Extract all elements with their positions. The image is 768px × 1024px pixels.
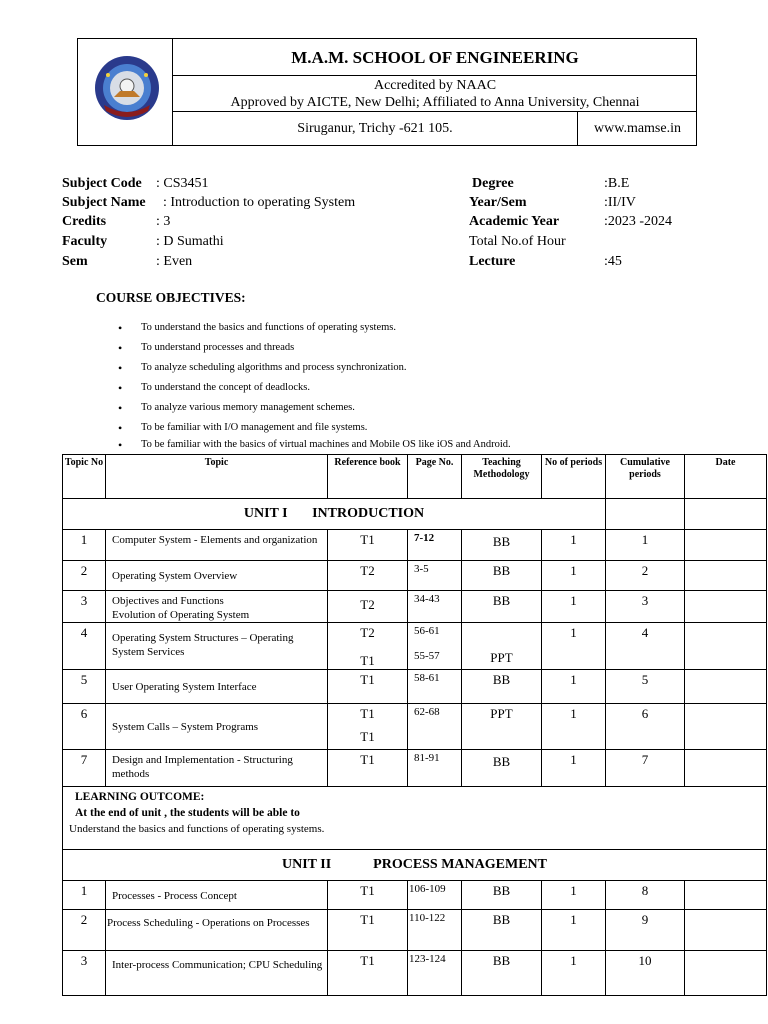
method: BB bbox=[462, 881, 542, 910]
reference: T2 bbox=[328, 591, 408, 623]
reference: T1 bbox=[328, 951, 408, 996]
academic-year: :2023 -2024 bbox=[604, 214, 673, 229]
col-method: Teaching Methodology bbox=[462, 455, 542, 499]
periods: 1 bbox=[542, 530, 606, 561]
cumulative: 3 bbox=[606, 591, 685, 623]
objective-item: • To understand the concept of deadlocks. bbox=[118, 378, 511, 398]
objectives-list bbox=[118, 318, 511, 452]
page: 58-61 bbox=[408, 670, 462, 704]
topic-no: 4 bbox=[63, 623, 106, 670]
date-cell bbox=[685, 910, 767, 951]
periods: 1 bbox=[542, 623, 606, 670]
college-name: M.A.M. SCHOOL OF ENGINEERING bbox=[173, 39, 697, 76]
page: 7-12 bbox=[408, 530, 462, 561]
page-2: 55-57 bbox=[414, 650, 440, 662]
objective-item: • To understand the basics and functions of operating systems. bbox=[118, 318, 511, 338]
topic: Objectives and Functions bbox=[112, 595, 224, 607]
reference: T1 bbox=[328, 910, 408, 951]
academic-year-label: Academic Year bbox=[469, 214, 560, 229]
topic-line-2: Evolution of Operating System bbox=[112, 609, 250, 621]
cumulative: 4 bbox=[606, 623, 685, 670]
year-sem: :II/IV bbox=[604, 195, 636, 210]
table-row bbox=[63, 750, 767, 787]
year-sem-label: Year/Sem bbox=[469, 195, 527, 210]
outcome-text: Understand the basics and functions of operating systems. bbox=[69, 823, 325, 835]
lecture-label: Lecture bbox=[469, 254, 516, 269]
subject-name: : Introduction to operating System bbox=[163, 195, 356, 210]
accreditation: Accredited by NAAC bbox=[373, 78, 497, 93]
outcome-title: LEARNING OUTCOME: bbox=[75, 791, 205, 803]
table-row bbox=[63, 530, 767, 561]
table-row bbox=[63, 910, 767, 951]
method: BB bbox=[462, 951, 542, 996]
sem: : Even bbox=[156, 254, 193, 269]
page: 106-109 bbox=[408, 881, 462, 910]
topic: Computer System - Elements and organization bbox=[106, 530, 328, 561]
cumulative: 6 bbox=[606, 704, 685, 750]
table-header-row bbox=[63, 455, 767, 499]
periods: 1 bbox=[542, 704, 606, 750]
college-address: Siruganur, Trichy -621 105. bbox=[173, 112, 578, 145]
reference: T1 bbox=[328, 670, 408, 704]
topic: User Operating System Interface bbox=[106, 670, 328, 704]
periods: 1 bbox=[542, 750, 606, 787]
reference: T1 bbox=[328, 750, 408, 787]
date-cell bbox=[685, 591, 767, 623]
learning-outcome bbox=[63, 787, 767, 850]
reference-2: T1 bbox=[360, 729, 375, 744]
objective-item: • To analyze scheduling algorithms and process synchronization. bbox=[118, 358, 511, 378]
col-page: Page No. bbox=[408, 455, 462, 499]
method: PPT bbox=[462, 704, 542, 750]
approval: Approved by AICTE, New Delhi; Affiliated to Anna University, Chennai bbox=[230, 95, 640, 110]
topic: Operating System Overview bbox=[106, 561, 328, 591]
subject-name-label: Subject Name bbox=[62, 195, 146, 210]
topic: Process Scheduling - Operations on Processes bbox=[106, 910, 328, 951]
objective-item: • To be familiar with the basics of virtual machines and Mobile OS like iOS and Android. bbox=[118, 438, 511, 452]
topic: Design and Implementation - Structuring methods bbox=[106, 750, 328, 787]
total-hours-label: Total No.of Hour bbox=[469, 234, 566, 249]
periods: 1 bbox=[542, 591, 606, 623]
cumulative: 2 bbox=[606, 561, 685, 591]
topic: Operating System Structures – Operating System Services bbox=[106, 623, 328, 670]
topic-no: 2 bbox=[63, 910, 106, 951]
topic-no: 5 bbox=[63, 670, 106, 704]
method: BB bbox=[462, 910, 542, 951]
periods: 1 bbox=[542, 561, 606, 591]
cumulative: 8 bbox=[606, 881, 685, 910]
cumulative: 7 bbox=[606, 750, 685, 787]
unit-2-row bbox=[63, 850, 767, 881]
date-cell bbox=[685, 881, 767, 910]
date-cell bbox=[685, 704, 767, 750]
page: 3-5 bbox=[408, 561, 462, 591]
topic-no: 6 bbox=[63, 704, 106, 750]
periods: 1 bbox=[542, 910, 606, 951]
table-row bbox=[63, 591, 767, 623]
date-cell bbox=[685, 623, 767, 670]
college-header bbox=[77, 38, 697, 146]
lesson-plan-table bbox=[62, 454, 767, 996]
page: 62-68 bbox=[408, 704, 462, 750]
table-row bbox=[63, 670, 767, 704]
degree-label: Degree bbox=[472, 176, 514, 191]
date-cell bbox=[685, 670, 767, 704]
topic-no: 2 bbox=[63, 561, 106, 591]
topic-no: 7 bbox=[63, 750, 106, 787]
col-reference: Reference book bbox=[328, 455, 408, 499]
date-cell bbox=[685, 750, 767, 787]
table-row bbox=[63, 951, 767, 996]
col-cumulative: Cumulative periods bbox=[606, 455, 685, 499]
cumulative: 9 bbox=[606, 910, 685, 951]
objective-item: • To be familiar with I/O management and file systems. bbox=[118, 418, 511, 438]
page-cell bbox=[408, 623, 462, 670]
topic-no: 1 bbox=[63, 881, 106, 910]
faculty: : D Sumathi bbox=[156, 234, 224, 249]
college-website: www.mamse.in bbox=[594, 121, 681, 136]
reference: T1 bbox=[360, 706, 375, 721]
objectives-heading: COURSE OBJECTIVES: bbox=[96, 290, 246, 305]
periods: 1 bbox=[542, 881, 606, 910]
method: BB bbox=[462, 750, 542, 787]
method: BB bbox=[462, 591, 542, 623]
unit-1-title: UNIT I INTRODUCTION bbox=[63, 499, 606, 530]
credits-label: Credits bbox=[62, 214, 107, 229]
reference-2: T1 bbox=[360, 653, 375, 668]
col-date: Date bbox=[685, 455, 767, 499]
page: 81-91 bbox=[408, 750, 462, 787]
subject-code-label: Subject Code bbox=[62, 176, 142, 191]
credits: : 3 bbox=[156, 214, 171, 229]
lecture-hours: :45 bbox=[604, 254, 622, 269]
topic-cell bbox=[106, 591, 328, 623]
unit-2-title: UNIT II PROCESS MANAGEMENT bbox=[63, 850, 767, 881]
col-topic-no: Topic No bbox=[63, 455, 106, 499]
accreditation-block bbox=[173, 76, 697, 112]
page: 110-122 bbox=[408, 910, 462, 951]
outcome-intro: At the end of unit , the students will be able to bbox=[75, 807, 300, 819]
reference-cell bbox=[328, 704, 408, 750]
logo-cell bbox=[78, 39, 173, 145]
topic: Processes - Process Concept bbox=[106, 881, 328, 910]
college-logo-icon bbox=[94, 55, 160, 121]
method: BB bbox=[462, 561, 542, 591]
table-row bbox=[63, 881, 767, 910]
cumulative: 10 bbox=[606, 951, 685, 996]
learning-outcome-row bbox=[63, 787, 767, 850]
topic-no: 1 bbox=[63, 530, 106, 561]
objective-item: • To understand processes and threads bbox=[118, 338, 511, 358]
topic: Inter-process Communication; CPU Scheduling bbox=[106, 951, 328, 996]
degree: :B.E bbox=[604, 176, 630, 191]
sem-label: Sem bbox=[62, 254, 88, 269]
date-cell bbox=[685, 951, 767, 996]
periods: 1 bbox=[542, 951, 606, 996]
subject-code: : CS3451 bbox=[156, 176, 209, 191]
cumulative: 5 bbox=[606, 670, 685, 704]
page: 34-43 bbox=[408, 591, 462, 623]
reference: T2 bbox=[360, 625, 375, 640]
date-cell bbox=[685, 530, 767, 561]
method: BB bbox=[462, 670, 542, 704]
table-row bbox=[63, 623, 767, 670]
reference: T1 bbox=[328, 881, 408, 910]
topic-no: 3 bbox=[63, 951, 106, 996]
reference: T1 bbox=[328, 530, 408, 561]
date-cell bbox=[685, 561, 767, 591]
periods: 1 bbox=[542, 670, 606, 704]
reference: T2 bbox=[328, 561, 408, 591]
col-topic: Topic bbox=[106, 455, 328, 499]
topic-no: 3 bbox=[63, 591, 106, 623]
page: 123-124 bbox=[408, 951, 462, 996]
method: BB bbox=[462, 530, 542, 561]
page: 56-61 bbox=[414, 625, 440, 637]
col-periods: No of periods bbox=[542, 455, 606, 499]
table-row bbox=[63, 561, 767, 591]
unit-1-row bbox=[63, 499, 767, 530]
cumulative: 1 bbox=[606, 530, 685, 561]
table-row bbox=[63, 704, 767, 750]
reference-cell bbox=[328, 623, 408, 670]
method: PPT bbox=[462, 623, 542, 670]
faculty-label: Faculty bbox=[62, 234, 108, 249]
objective-item: • To analyze various memory management schemes. bbox=[118, 398, 511, 418]
topic: System Calls – System Programs bbox=[106, 704, 328, 750]
